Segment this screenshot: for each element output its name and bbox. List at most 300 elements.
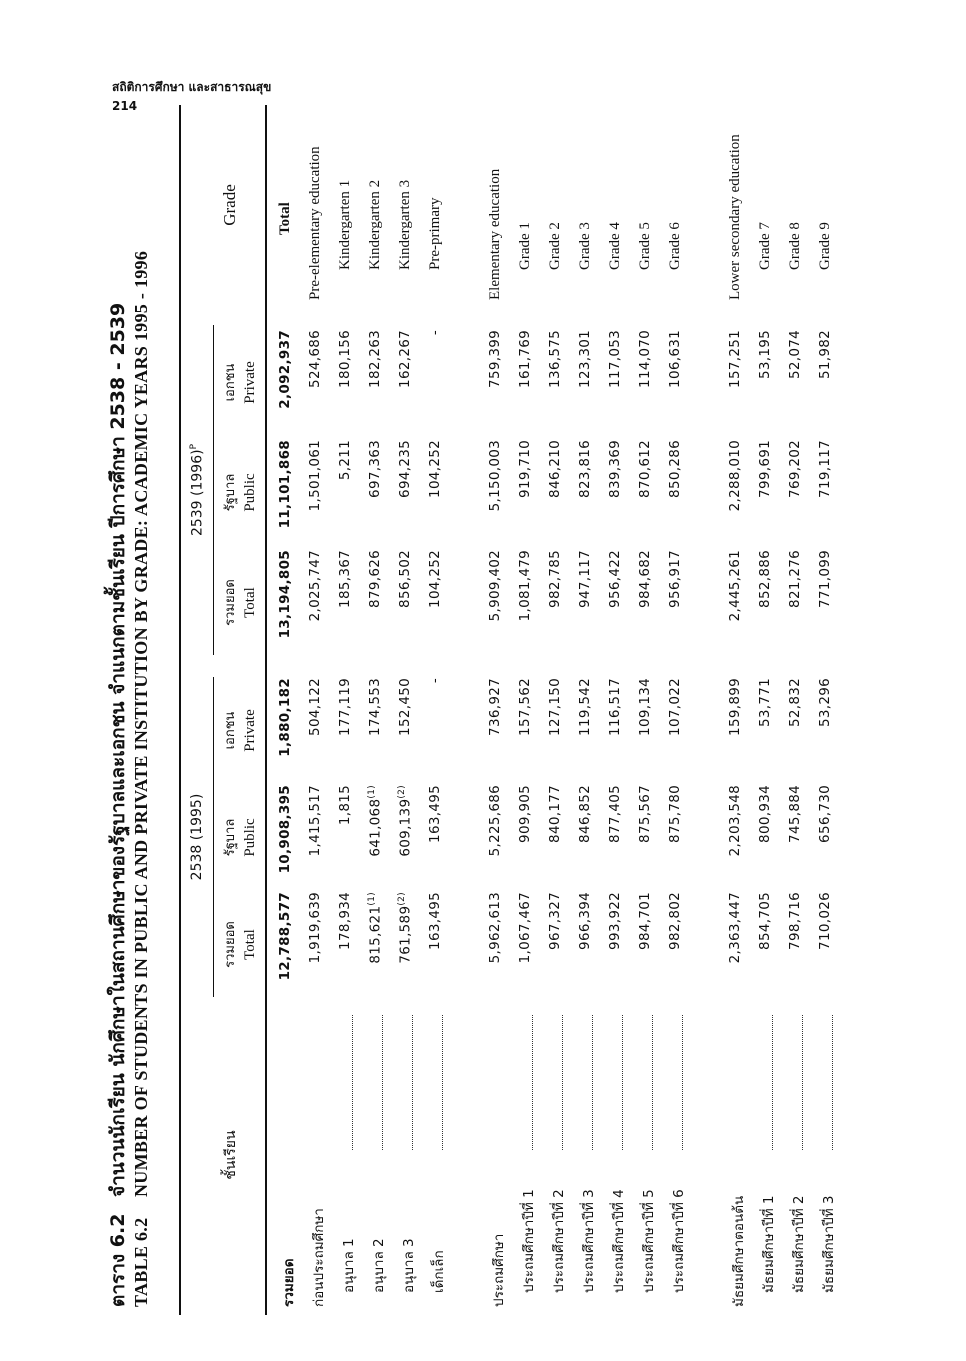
table-cell — [667, 678, 683, 783]
table-cell — [367, 440, 383, 545]
cell-value: 982,802 — [667, 892, 683, 950]
cell-value: 909,905 — [517, 785, 533, 843]
cell-value: 177,119 — [337, 678, 353, 736]
table-cell — [547, 330, 563, 435]
dot-leader — [682, 1015, 683, 1150]
cell-value: 123,301 — [577, 330, 593, 388]
table-cell — [427, 892, 443, 997]
cell-value: 1,919,639 — [307, 892, 323, 964]
dot-leader — [532, 1015, 533, 1150]
cell-value: 107,022 — [667, 678, 683, 736]
rotated-table-page — [95, 105, 905, 1315]
cell-value: 984,701 — [637, 892, 653, 950]
table-cell — [517, 892, 533, 997]
cell-value: 182,263 — [367, 330, 383, 388]
dot-leader — [802, 1015, 803, 1150]
cell-value: 53,195 — [757, 330, 773, 380]
cell-value: 719,117 — [817, 440, 833, 498]
cell-value: 157,251 — [727, 330, 743, 388]
cell-value: 771,099 — [817, 550, 833, 608]
column-heading-thai: รวมยอด — [223, 579, 238, 626]
footnote-marker: (2) — [397, 785, 407, 799]
cell-value: 106,631 — [667, 330, 683, 388]
table-cell — [667, 550, 683, 655]
cell-value: 1,501,061 — [307, 440, 323, 512]
provisional-marker: P — [189, 443, 199, 450]
table-cell — [637, 678, 653, 783]
cell-value: 839,369 — [607, 440, 623, 498]
cell-value: 840,177 — [547, 785, 563, 843]
table-cell — [577, 550, 593, 655]
table-cell — [277, 330, 293, 435]
row-label-thai: ประถมศึกษาปีที่ 6 — [671, 1189, 687, 1293]
publication-name: สถิติการศึกษา และสาธารณสุข — [112, 80, 272, 94]
column-heading-total-1995 — [219, 892, 259, 997]
table-cell — [517, 785, 533, 890]
cell-value: 761,589 — [397, 905, 414, 964]
cell-value: 51,982 — [817, 330, 833, 380]
cell-value: 798,716 — [787, 892, 803, 950]
cell-value: 136,575 — [547, 330, 563, 388]
table-cell — [607, 440, 623, 545]
page-number: 214 — [112, 98, 138, 113]
column-heading-english: Private — [242, 709, 258, 752]
cell-value: 956,917 — [667, 550, 683, 608]
cell-value: 504,122 — [307, 678, 323, 736]
table-cell — [577, 330, 593, 435]
cell-value: 185,367 — [337, 550, 353, 608]
table-cell — [577, 678, 593, 783]
row-label-thai: ประถมศึกษาปีที่ 1 — [521, 1189, 537, 1293]
table-row — [633, 105, 663, 1315]
row-label-thai: ประถมศึกษาปีที่ 3 — [581, 1189, 597, 1293]
table-cell — [667, 330, 683, 435]
table-cell — [667, 785, 683, 890]
row-label-thai: มัธยมศึกษาปีที่ 3 — [821, 1195, 837, 1293]
period-1996-heading — [189, 325, 206, 655]
cell-value: 823,816 — [577, 440, 593, 498]
table-cell — [787, 892, 803, 997]
cell-value: 854,705 — [757, 892, 773, 950]
table-cell — [817, 785, 833, 890]
cell-value: 162,267 — [397, 330, 413, 388]
column-heading-english: Public — [242, 818, 258, 857]
cell-value: 967,327 — [547, 892, 563, 950]
table-cell — [787, 550, 803, 655]
table-cell — [787, 785, 803, 890]
dot-leader — [832, 1015, 833, 1150]
row-label-english: Total — [277, 202, 293, 235]
table-cell — [397, 440, 413, 545]
table-row — [543, 105, 573, 1315]
table-cell — [307, 330, 323, 435]
period2-rule — [213, 325, 214, 655]
table-cell — [817, 330, 833, 435]
table-cell — [607, 785, 623, 890]
table-cell — [637, 330, 653, 435]
column-heading-english: Private — [242, 361, 258, 404]
cell-value: 641,068 — [367, 798, 384, 857]
row-label-thai: ประถมศึกษาปีที่ 5 — [641, 1189, 657, 1293]
table-cell — [397, 892, 414, 997]
table-cell — [397, 785, 414, 890]
row-label-thai: อนุบาล 2 — [371, 1238, 387, 1293]
cell-value: 1,815 — [337, 785, 353, 826]
cell-value: 178,934 — [337, 892, 353, 950]
column-heading-public-1996 — [219, 440, 259, 545]
table-cell — [727, 330, 743, 435]
row-label-english: Grade 1 — [517, 222, 533, 270]
table-cell — [817, 550, 833, 655]
dot-leader — [442, 1015, 443, 1150]
table-cell — [487, 550, 503, 655]
cell-value: 956,422 — [607, 550, 623, 608]
table-cell — [487, 440, 503, 545]
cell-value: - — [427, 330, 443, 336]
table-cell — [517, 678, 533, 783]
dot-leader — [412, 1015, 413, 1150]
cell-value: 1,067,467 — [517, 892, 533, 964]
table-cell — [307, 440, 323, 545]
table-cell — [277, 785, 293, 890]
table-cell — [517, 330, 533, 435]
cell-value: 109,134 — [637, 678, 653, 736]
dot-leader — [772, 1015, 773, 1150]
table-cell — [337, 678, 353, 783]
table-cell — [787, 440, 803, 545]
table-cell — [487, 330, 503, 435]
table-cell — [787, 678, 803, 783]
table-row — [333, 105, 363, 1315]
table-row — [663, 105, 693, 1315]
cell-value: 53,296 — [817, 678, 833, 728]
table-cell — [337, 892, 353, 997]
cell-value: 800,934 — [757, 785, 773, 843]
table-number-english: TABLE 6.2 — [131, 1217, 151, 1307]
table-cell — [607, 550, 623, 655]
cell-value: 769,202 — [787, 440, 803, 498]
cell-value: 821,276 — [787, 550, 803, 608]
cell-value: 1,081,479 — [517, 550, 533, 622]
table-cell — [547, 892, 563, 997]
table-cell — [367, 550, 383, 655]
table-cell — [637, 440, 653, 545]
cell-value: 947,117 — [577, 550, 593, 608]
footnote-marker: (1) — [367, 892, 377, 906]
cell-value: 157,562 — [517, 678, 533, 736]
row-label-english: Grade 6 — [667, 222, 683, 270]
table-title-thai-text: จำนวนนักเรียน นักศึกษาในสถานศึกษาของรัฐบาลและเอกชน จำแนกตามชั้นเรียน ปีการศึกษา 2538 - 2539 — [107, 302, 129, 1197]
cell-value: 5,150,003 — [487, 440, 503, 512]
table-cell — [547, 678, 563, 783]
table-cell — [757, 550, 773, 655]
table-cell — [307, 785, 323, 890]
table-cell — [367, 330, 383, 435]
table-cell — [607, 678, 623, 783]
table-cell — [487, 892, 503, 997]
table-row — [423, 105, 453, 1315]
table-cell — [577, 440, 593, 545]
table-cell — [667, 440, 683, 545]
cell-value: 759,399 — [487, 330, 503, 388]
table-cell — [517, 550, 533, 655]
table-cell — [727, 892, 743, 997]
table-cell — [337, 440, 353, 545]
table-cell — [427, 550, 443, 655]
table-cell — [397, 330, 413, 435]
cell-value: 736,927 — [487, 678, 503, 736]
column-heading-english: Total — [242, 587, 258, 618]
table-row — [783, 105, 813, 1315]
row-label-thai: มัธยมศึกษาปีที่ 1 — [761, 1195, 777, 1293]
cell-value: 524,686 — [307, 330, 323, 388]
table-cell — [727, 440, 743, 545]
table-cell — [367, 892, 384, 997]
cell-value: 2,025,747 — [307, 550, 323, 622]
cell-value: 993,922 — [607, 892, 623, 950]
cell-value: 163,495 — [427, 892, 443, 950]
cell-value: 5,909,402 — [487, 550, 503, 622]
period-1995-label: 2538 (1995) — [189, 793, 205, 881]
cell-value: 919,710 — [517, 440, 533, 498]
row-label-english: Grade 8 — [787, 222, 803, 270]
table-cell — [727, 678, 743, 783]
table-number-thai: ตาราง 6.2 — [107, 1213, 129, 1307]
cell-value: 104,252 — [427, 440, 443, 498]
column-heading-thai: รวมยอด — [223, 921, 238, 968]
cell-value: 875,780 — [667, 785, 683, 843]
cell-value: 116,517 — [607, 678, 623, 736]
table-cell — [637, 785, 653, 890]
table-cell — [727, 785, 743, 890]
cell-value: 815,621 — [367, 905, 384, 964]
table-cell — [757, 440, 773, 545]
table-cell — [367, 785, 384, 890]
cell-value: 53,771 — [757, 678, 773, 728]
table-cell — [817, 678, 833, 783]
cell-value: 799,691 — [757, 440, 773, 498]
table-cell — [757, 678, 773, 783]
row-label-thai: ประถมศึกษาปีที่ 4 — [611, 1189, 627, 1293]
row-label-english: Grade 3 — [577, 222, 593, 270]
table-cell — [277, 892, 293, 997]
cell-value: 5,225,686 — [487, 785, 503, 857]
cell-value: 12,788,577 — [277, 892, 293, 981]
cell-value: 870,612 — [637, 440, 653, 498]
cell-value: 1,880,182 — [277, 678, 293, 757]
row-label-thai: เด็กเล็ก — [431, 1250, 447, 1293]
dot-leader — [562, 1015, 563, 1150]
table-cell — [637, 892, 653, 997]
table-cell — [367, 678, 383, 783]
cell-value: 127,150 — [547, 678, 563, 736]
table-cell — [487, 785, 503, 890]
cell-value: 875,567 — [637, 785, 653, 843]
grade-english-heading — [220, 105, 240, 305]
cell-value: 879,626 — [367, 550, 383, 608]
header-bottom-rule — [265, 105, 267, 1315]
cell-value: 852,886 — [757, 550, 773, 608]
table-cell — [577, 892, 593, 997]
table-cell — [307, 678, 323, 783]
dot-leader — [382, 1015, 383, 1150]
row-label-english: Grade 4 — [607, 222, 623, 270]
cell-value: 10,908,395 — [277, 785, 293, 874]
cell-value: 163,495 — [427, 785, 443, 843]
dot-leader — [622, 1015, 623, 1150]
table-cell — [757, 785, 773, 890]
table-row — [273, 105, 303, 1315]
row-label-english: Grade 7 — [757, 222, 773, 270]
table-cell — [547, 440, 563, 545]
table-cell — [427, 330, 443, 435]
cell-value: 52,832 — [787, 678, 803, 728]
cell-value: 119,542 — [577, 678, 593, 736]
row-label-english: Grade 9 — [817, 222, 833, 270]
column-heading-private-1996 — [219, 330, 259, 435]
cell-value: 846,210 — [547, 440, 563, 498]
cell-value: 697,363 — [367, 440, 383, 498]
cell-value: 1,415,517 — [307, 785, 323, 857]
row-label-thai: มัธยมศึกษาตอนต้น — [731, 1195, 747, 1307]
table-row — [573, 105, 603, 1315]
row-label-english: Kindergarten 3 — [397, 179, 413, 270]
table-cell — [337, 785, 353, 890]
table-cell — [817, 892, 833, 997]
cell-value: 5,962,613 — [487, 892, 503, 964]
table-cell — [787, 330, 803, 435]
table-cell — [517, 440, 533, 545]
table-row — [483, 105, 513, 1315]
cell-value: 850,286 — [667, 440, 683, 498]
period-1996-label: 2539 (1996) — [189, 449, 206, 537]
table-row — [363, 105, 393, 1315]
grade-thai-heading-text: ชั้นเรียน — [223, 1130, 239, 1180]
row-label-thai: ประถมศึกษาปีที่ 2 — [551, 1189, 567, 1293]
period1-rule — [213, 677, 214, 997]
cell-value: 174,553 — [367, 678, 383, 736]
row-label-english: Pre-elementary education — [307, 146, 323, 300]
cell-value: 52,074 — [787, 330, 803, 380]
row-label-thai: รวมยอด — [281, 1258, 297, 1307]
row-label-english: Grade 2 — [547, 222, 563, 270]
cell-value: 2,445,261 — [727, 550, 743, 622]
table-row — [603, 105, 633, 1315]
cell-value: - — [427, 678, 443, 684]
row-label-english: Pre-primary — [427, 197, 443, 270]
cell-value: 656,730 — [817, 785, 833, 843]
table-cell — [577, 785, 593, 890]
cell-value: 13,194,805 — [277, 550, 293, 639]
column-heading-thai: รัฐบาล — [223, 473, 238, 512]
cell-value: 114,070 — [637, 330, 653, 388]
cell-value: 846,852 — [577, 785, 593, 843]
table-cell — [607, 892, 623, 997]
table-cell — [547, 785, 563, 890]
cell-value: 2,288,010 — [727, 440, 743, 512]
column-heading-private-1995 — [219, 678, 259, 783]
table-title-english-text: NUMBER OF STUDENTS IN PUBLIC AND PRIVATE INSTITUTION BY GRADE: ACADEMIC YEARS 1995 - 1996 — [131, 250, 151, 1197]
cell-value: 856,502 — [397, 550, 413, 608]
table-cell — [547, 550, 563, 655]
cell-value: 2,092,937 — [277, 330, 293, 409]
cell-value: 5,211 — [337, 440, 353, 481]
cell-value: 117,053 — [607, 330, 623, 388]
cell-value: 982,785 — [547, 550, 563, 608]
column-heading-thai: รัฐบาล — [223, 818, 238, 857]
table-cell — [427, 785, 443, 890]
column-heading-total-1996 — [219, 550, 259, 655]
table-cell — [277, 550, 293, 655]
row-label-english: Lower secondary education — [727, 134, 743, 300]
table-row — [303, 105, 333, 1315]
table-cell — [277, 678, 293, 783]
cell-value: 877,405 — [607, 785, 623, 843]
table-cell — [277, 440, 293, 545]
cell-value: 104,252 — [427, 550, 443, 608]
table-cell — [307, 550, 323, 655]
cell-value: 984,682 — [637, 550, 653, 608]
table-title-english — [131, 251, 152, 1307]
table-cell — [667, 892, 683, 997]
table-cell — [397, 678, 413, 783]
cell-value: 710,026 — [817, 892, 833, 950]
table-cell — [337, 550, 353, 655]
table-cell — [727, 550, 743, 655]
table-cell — [487, 678, 503, 783]
column-heading-thai: เอกชน — [223, 711, 238, 750]
row-label-thai: ก่อนประถมศึกษา — [311, 1208, 327, 1307]
column-heading-public-1995 — [219, 785, 259, 890]
cell-value: 2,203,548 — [727, 785, 743, 857]
row-label-thai: อนุบาล 3 — [401, 1238, 417, 1293]
column-heading-english: Total — [242, 929, 258, 960]
row-label-thai: ประถมศึกษา — [491, 1233, 507, 1307]
cell-value: 161,769 — [517, 330, 533, 388]
grade-thai-heading — [220, 1055, 242, 1255]
table-cell — [397, 550, 413, 655]
grade-english-heading-text: Grade — [220, 184, 239, 226]
table-cell — [307, 892, 323, 997]
table-row — [513, 105, 543, 1315]
row-label-english: Kindergarten 1 — [337, 179, 353, 270]
row-label-thai: อนุบาล 1 — [341, 1238, 357, 1293]
table-cell — [427, 440, 443, 545]
table-title-thai — [103, 303, 133, 1307]
column-heading-english: Public — [242, 473, 258, 512]
row-label-english: Kindergarten 2 — [367, 179, 383, 270]
table-row — [813, 105, 843, 1315]
table-cell — [757, 330, 773, 435]
cell-value: 11,101,868 — [277, 440, 293, 529]
table-row — [393, 105, 423, 1315]
cell-value: 745,884 — [787, 785, 803, 843]
row-label-thai: มัธยมศึกษาปีที่ 2 — [791, 1195, 807, 1293]
cell-value: 152,450 — [397, 678, 413, 736]
dot-leader — [592, 1015, 593, 1150]
table-cell — [337, 330, 353, 435]
row-label-english: Elementary education — [487, 168, 503, 300]
table-cell — [427, 678, 443, 783]
table-cell — [757, 892, 773, 997]
cell-value: 966,394 — [577, 892, 593, 950]
table-cell — [637, 550, 653, 655]
table-cell — [817, 440, 833, 545]
cell-value: 609,139 — [397, 798, 414, 857]
footnote-marker: (1) — [367, 785, 377, 799]
column-heading-thai: เอกชน — [223, 363, 238, 402]
dot-leader — [352, 1015, 353, 1150]
